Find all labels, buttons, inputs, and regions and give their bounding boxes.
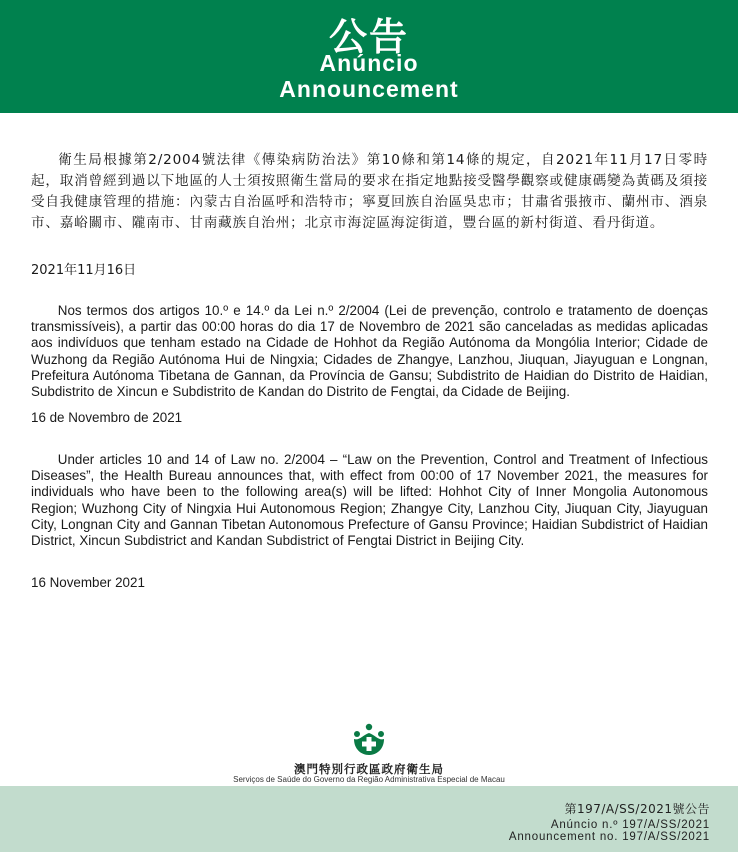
announcement-footer: [0, 786, 738, 852]
title-pt: Anúncio: [319, 50, 419, 76]
reference-number-en: Announcement no. 197/A/SS/2021: [508, 831, 710, 843]
date-zh: 2021年11月16日: [31, 263, 137, 278]
title-en: Announcement: [279, 76, 459, 102]
paragraph-en: Under articles 10 and 14 of Law no. 2/2004 – “Law on the Prevention, Control and Treatment of Infectious Diseases”, the Health Bureau announces that, with effect from 00:00 of 17 November 2021, the measures for individuals who have been to the following area(s) will be lifted: Hohhot City of Inner Mongolia Autonomous Region; Wuzhong City of Ningxia Hui Autonomous Region; Zhangye City, Lanzhou City, Jiuquan City, Jiayuguan City, Longnan City and Gannan Tibetan Autonomous Prefecture of Gansu Province; Haidian Subdistrict of Haidian District, Xincun Subdistrict and Kandan Subdistrict of Fengtai District in Beijing City.: [31, 452, 708, 549]
health-bureau-logo-icon: [351, 723, 387, 757]
health-bureau-logo: [0, 723, 738, 757]
paragraph-zh: 衛生局根據第2/2004號法律《傳染病防治法》第10條和第14條的規定，自2021年11月17日零時起，取消曾經到過以下地區的人士須按照衛生當局的要求在指定地點接受醫學觀察或健康碼變為黃碼及須接受自我健康管理的措施：內蒙古自治區呼和浩特市；寧夏回族自治區吳忠市；甘肅省張掖市、蘭州市、酒泉市、嘉峪關市、隴南市、甘南藏族自治州；北京市海淀區海淀街道，豐台區的新村街道、看丹街道。: [31, 152, 708, 231]
reference-number-zh: 第197/A/SS/2021號公告: [564, 802, 710, 816]
organization-name-zh: 澳門特別行政區政府衛生局: [294, 762, 444, 776]
announcement-header: [0, 0, 738, 113]
date-pt: 16 de Novembro de 2021: [31, 410, 183, 425]
reference-number-pt: Anúncio n.º 197/A/SS/2021: [550, 819, 710, 831]
paragraph-pt: Nos termos dos artigos 10.º e 14.º da Lei n.º 2/2004 (Lei de prevenção, controlo e tratamento de doenças transmissíveis), a partir das 00:00 horas do dia 17 de Novembro de 2021 são canceladas as medidas aplicadas aos indivíduos que tenham estado na Cidade de Hohhot da Região Autónoma da Mongólia Interior; Cidade de Wuzhong da Região Autónoma Hui de Ningxia; Cidades de Zhangye, Lanzhou, Jiuquan, Jiayuguan e Longnan, Prefeitura Autónoma Tibetana de Gannan, da Província de Gansu; Subdistrito de Haidian do Distrito de Haidian, Subdistrito de Xincun e Subdistrito de Kandan do Distrito de Fengtai, da Cidade de Beijing.: [31, 303, 708, 400]
title-zh: 公告: [328, 15, 409, 59]
date-en: 16 November 2021: [31, 575, 145, 590]
organization-name-pt: Serviços de Saúde do Governo da Região Administrativa Especial de Macau: [233, 775, 505, 784]
